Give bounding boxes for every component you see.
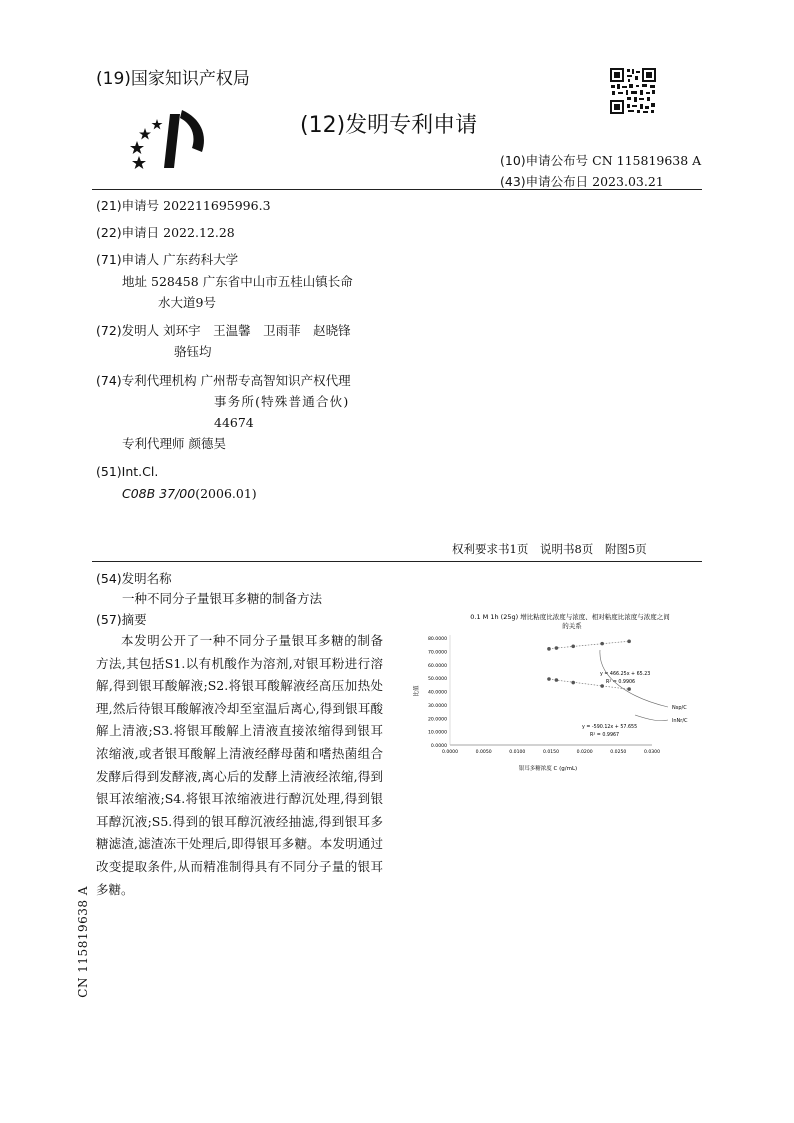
invention-title: 一种不同分子量银耳多糖的制备方法 bbox=[122, 591, 323, 606]
chart-point bbox=[600, 684, 604, 688]
side-publication-code: CN 115819638 A bbox=[76, 886, 90, 998]
chart-point bbox=[555, 646, 559, 650]
chart-y-tick-label: 20.0000 bbox=[428, 717, 447, 723]
patent-agent: 专利代理师 颜德昊 bbox=[122, 436, 227, 451]
chart-point bbox=[571, 644, 575, 648]
chart-point bbox=[627, 640, 631, 644]
int-cl-code: C08B 37/00(2006.01) bbox=[122, 486, 257, 501]
chart-x-tick-label: 0.0050 bbox=[475, 750, 492, 755]
applicant: (71)申请人 广东药科大学 bbox=[96, 252, 239, 267]
address: 地址 528458 广东省中山市五桂山镇长命 bbox=[122, 274, 353, 289]
chart-point bbox=[571, 681, 575, 685]
chart-point bbox=[555, 678, 559, 682]
page-counts-divider bbox=[92, 561, 702, 562]
chart-y-tick-label: 0.0000 bbox=[430, 744, 447, 749]
page-counts: 权利要求书1页 说明书8页 附图5页 bbox=[452, 542, 647, 556]
chart-annotation-eq-2: y = -590.12x + 57.655 bbox=[582, 725, 638, 730]
chart-annotation-eq-1: y = 466.25x + 65.23 bbox=[600, 672, 651, 677]
patent-agency-line-2: 事务所(特殊普通合伙) bbox=[214, 394, 350, 409]
chart-x-tick-label: 0.0200 bbox=[576, 750, 593, 755]
inventors-line-2: 骆钰均 bbox=[174, 344, 212, 359]
chart-y-label: 比值 bbox=[414, 685, 420, 697]
chart-x-tick-label: 0.0300 bbox=[643, 750, 661, 755]
patent-agency-line-3: 44674 bbox=[214, 415, 254, 430]
chart-annotation-r2-2: R² = 0.9967 bbox=[590, 733, 620, 738]
office-name: (19)国家知识产权局 bbox=[96, 69, 250, 89]
chart-legend-leader bbox=[600, 650, 668, 707]
chart-point bbox=[600, 642, 604, 646]
patent-agency: (74)专利代理机构 广州帮专高智知识产权代理 bbox=[96, 373, 351, 388]
application-number: (21)申请号 202211695996.3 bbox=[96, 198, 271, 213]
header-divider bbox=[92, 189, 702, 190]
chart-y-tick-label: 70.0000 bbox=[428, 650, 447, 656]
document-type: (12)发明专利申请 bbox=[300, 113, 478, 138]
chart-y-tick-label: 50.0000 bbox=[428, 677, 447, 683]
chart-legend-lnnr: lnNr/C bbox=[672, 718, 688, 724]
chart-x-tick-label: 0.0150 bbox=[542, 750, 560, 755]
chart-legend-nsp: Nsp/C bbox=[672, 705, 687, 711]
cnipa-logo-icon bbox=[130, 108, 212, 170]
chart-trendline bbox=[549, 641, 629, 648]
chart-x-tick-label: 0.0250 bbox=[610, 750, 627, 755]
inventors: (72)发明人 刘环宇 王温馨 卫雨菲 赵晓锋 bbox=[96, 323, 351, 338]
chart-y-tick-label: 80.0000 bbox=[428, 637, 447, 642]
chart-y-tick-label: 40.0000 bbox=[428, 690, 447, 696]
chart-x-tick-label: 0.0000 bbox=[441, 750, 459, 755]
abstract-text: 本发明公开了一种不同分子量银耳多糖的制备方法,其包括S1.以有机酸作为溶剂,对银耳粉进行溶解,得到银耳酸解液;S2.将银耳酸解液经高压加热处理,然后待银耳酸解液冷却至室温后离心,得到银耳酸解上清液;S3.将银耳酸解上清液直接浓缩得到银耳浓缩液,或者银耳酸解上清液经酵母菌和嗜热菌组合发酵后得到发酵液,离心后的发酵上清液经浓缩,得到银耳浓缩液;S4.将银耳浓缩液进行醇沉处理,得到银耳醇沉液;S5.得到的银耳醇沉液经抽滤,得到银耳多糖滤渣,滤渣冻干处理后,即得银耳多糖。本发明通过改变提取条件,从而精准制得具有不同分子量的银耳多糖。 bbox=[96, 633, 383, 897]
title-label: (54)发明名称 bbox=[96, 571, 172, 586]
chart-title-line-1: 0.1 M 1h (25g) 增比粘度比浓度与浓度、相对粘度比浓度与浓度之间 bbox=[470, 613, 670, 621]
chart-point bbox=[547, 677, 551, 681]
chart-x-tick-label: 0.0100 bbox=[509, 750, 526, 755]
chart-y-tick-label: 60.0000 bbox=[428, 663, 447, 669]
chart-y-tick-label: 10.0000 bbox=[428, 730, 447, 736]
publication-number: (10)申请公布号 CN 115819638 A bbox=[500, 153, 702, 168]
chart-annotation-r2-1: R² = 0.9906 bbox=[606, 680, 636, 685]
chart-x-label: 银耳多糖浓度 C (g/mL) bbox=[518, 766, 578, 772]
abstract-label: (57)摘要 bbox=[96, 612, 147, 627]
chart-point bbox=[547, 647, 551, 651]
qr-code-icon bbox=[609, 67, 657, 115]
chart-legend-leader bbox=[635, 715, 668, 721]
address-line-2: 水大道9号 bbox=[158, 295, 216, 310]
viscosity-chart bbox=[410, 608, 710, 778]
application-date: (22)申请日 2022.12.28 bbox=[96, 225, 235, 240]
chart-point bbox=[627, 687, 631, 691]
chart-title-line-2: 的关系 bbox=[562, 622, 582, 630]
chart-y-tick-label: 30.0000 bbox=[428, 703, 447, 709]
publication-date: (43)申请公布日 2023.03.21 bbox=[500, 174, 664, 189]
int-cl-label: (51)Int.Cl. bbox=[96, 464, 159, 479]
